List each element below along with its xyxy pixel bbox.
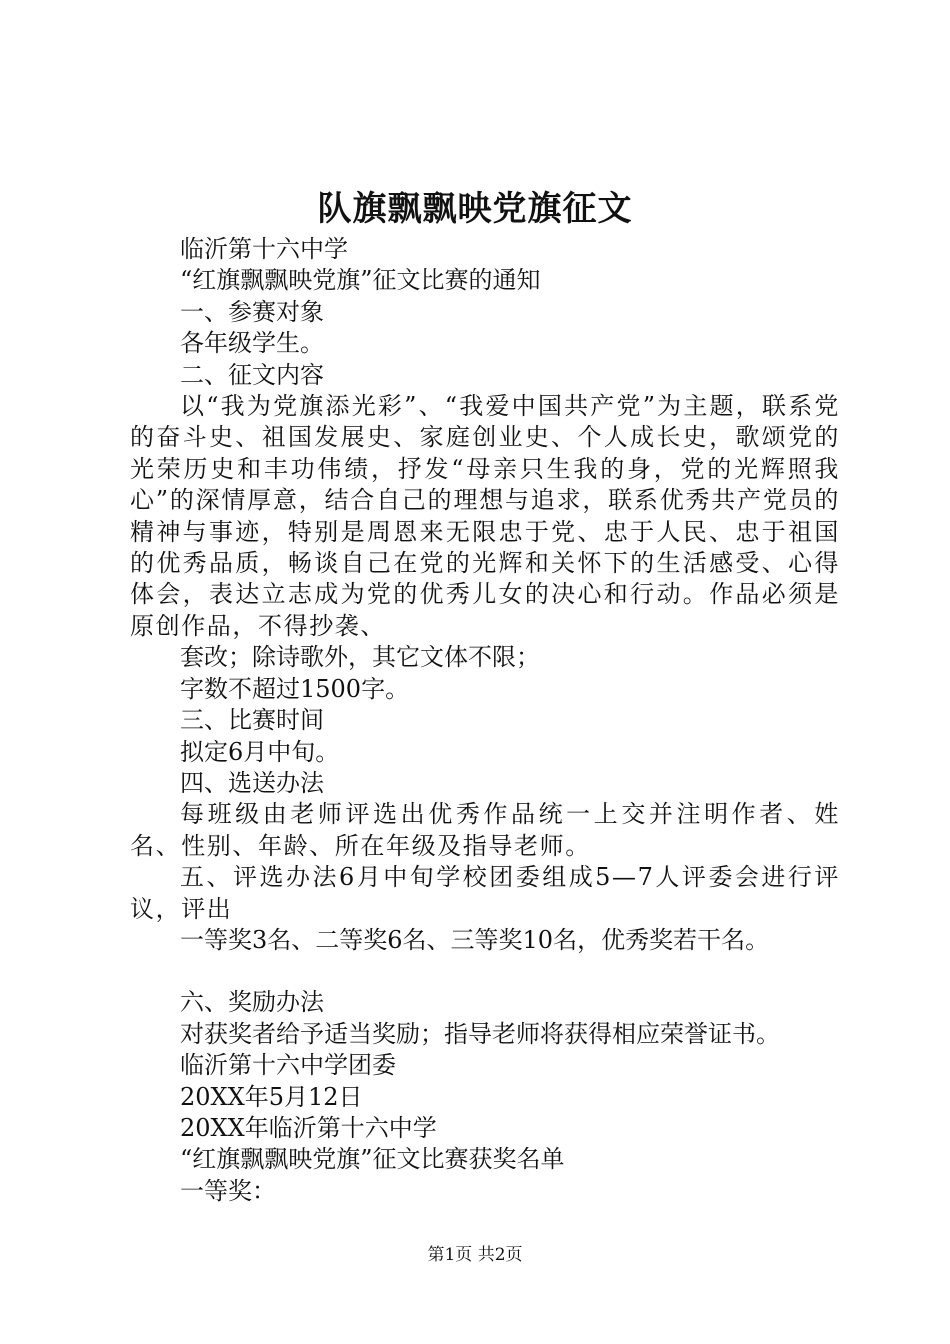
section-rewards-heading: 六、奖励办法 bbox=[180, 988, 324, 1017]
section-content-text: 以“我为党旗添光彩”、“我爱中国共产党”为主题，联系党的奋斗史、祖国发展史、家庭创业史、个人成长史，歌颂党的光荣历史和丰功伟绩，抒发“母亲只生我的身，党的光辉照我心”的深情厚意，结合自己的理想与追求，联系优秀共产党员的精神与事迹，特别是周恩来无限忠于党、忠于人民、忠于祖国的优秀品质，畅谈自己在党的光辉和关怀下的生活感受、心得体会，表达立志成为党的优秀儿女的决心和行动。作品必须是原创作品，不得抄袭、 bbox=[130, 392, 840, 640]
blank-line bbox=[130, 956, 840, 987]
signature-org: 临沂第十六中学团委 bbox=[180, 1051, 396, 1080]
section-submission-text: 每班级由老师评选出优秀作品统一上交并注明作者、姓名、性别、年龄、所在年级及指导老师。 bbox=[130, 800, 840, 860]
document-title: 队旗飘飘映党旗征文 bbox=[317, 189, 633, 229]
awards-count-text: 一等奖3名、二等奖6名、三等奖10名，优秀奖若干名。 bbox=[180, 925, 770, 954]
page-footer: 第1页 共2页 bbox=[427, 1245, 523, 1265]
genre-rule-text: 套改；除诗歌外，其它文体不限； bbox=[180, 643, 540, 672]
section-evaluation-text: 五、评选办法6月中旬学校团委组成5—7人评委会进行评议，评出 bbox=[130, 863, 840, 923]
document-body bbox=[130, 234, 840, 1207]
section-participants-heading: 一、参赛对象 bbox=[180, 297, 324, 326]
results-heading: “红旗飘飘映党旗”征文比赛获奖名单 bbox=[180, 1145, 565, 1174]
section-time-text: 拟定6月中旬。 bbox=[180, 737, 340, 766]
section-time-heading: 三、比赛时间 bbox=[180, 706, 324, 735]
first-prize-label: 一等奖： bbox=[180, 1176, 276, 1205]
section-rewards-text: 对获奖者给予适当奖励；指导老师将获得相应荣誉证书。 bbox=[180, 1019, 780, 1048]
section-content-heading: 二、征文内容 bbox=[180, 360, 324, 389]
notice-heading: “红旗飘飘映党旗”征文比赛的通知 bbox=[180, 266, 541, 295]
signature-date: 20XX年5月12日 bbox=[180, 1082, 363, 1111]
school-name: 临沂第十六中学 bbox=[180, 235, 348, 263]
results-year-school: 20XX年临沂第十六中学 bbox=[180, 1113, 437, 1142]
section-submission-heading: 四、选送办法 bbox=[180, 768, 324, 797]
section-participants-text: 各年级学生。 bbox=[180, 329, 324, 358]
word-limit-text: 字数不超过1500字。 bbox=[180, 674, 410, 703]
